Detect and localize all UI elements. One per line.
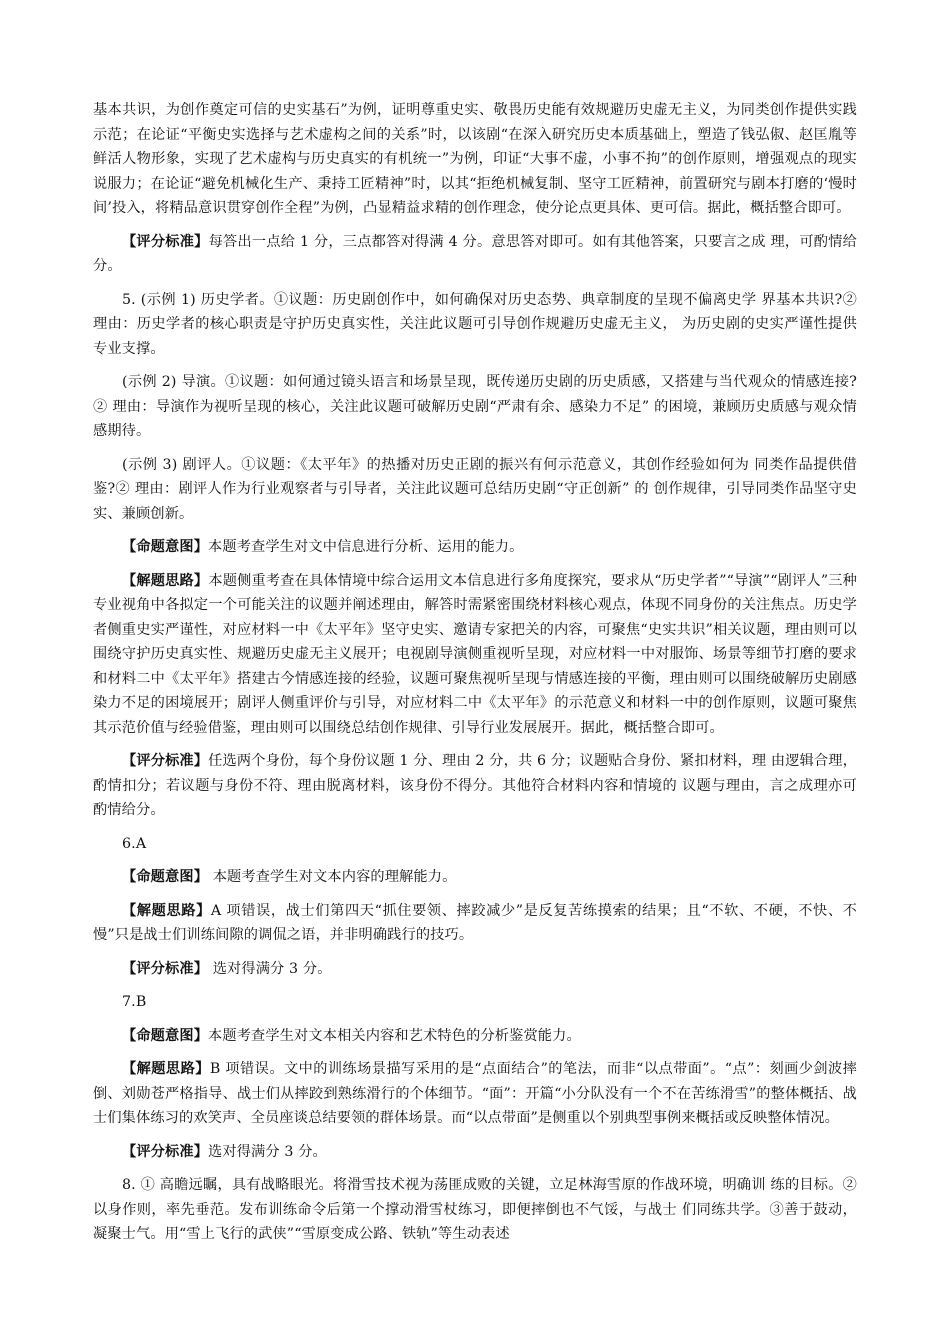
- paragraph-q8-answer: 8. ① 高瞻远瞩，具有战略眼光。将滑雪技术视为荡匪成败的关键，立足林海雪原的作战环境，明确训 练的目标。②以身作则，率先垂范。发布训练命令后第一个撑动滑雪杖练习，即便摔倒也不气馁，与战士 们同练共学。③善于鼓动，凝聚士气。用“雪上飞行的武侠”“雪原变成公路、铁轨”等生动表述: [93, 1177, 857, 1242]
- tag-solution-approach: 【解题思路】: [122, 1061, 210, 1077]
- paragraph-q5-example-3: (示例 3) 剧评人。①议题：《太平年》的热播对历史正剧的振兴有何示范意义，其创作经验如何为 同类作品提供借鉴?② 理由：剧评人作为行业观察者与引导者，关注此议题可总结历史剧“守正创新” 的 创作规律，引导同类作品坚守史实、兼顾创新。: [93, 456, 857, 522]
- text-q5-scoring: 任选两个身份，每个身份议题 1 分、理由 2 分，共 6 分；议题贴合身份、紧扣材料，理 由逻辑合理，酌情扣分；若议题与身份不符、理由脱离材料，该身份不得分。其他符合材料内容和情境的 议题与理由，言之成理亦可酌情给分。: [93, 753, 857, 818]
- tag-scoring-criteria: 【评分标准】: [122, 1143, 209, 1160]
- paragraph-argument-analysis: 基本共识，为创作奠定可信的史实基石”为例，证明尊重史实、敬畏历史能有效规避历史虚无主义，为同类创作提供实践示范；在论证“平衡史实选择与艺术虚构之间的关系”时，以该剧“在深入研究历史本质基础上，塑造了钱弘俶、赵匡胤等鲜活人物形象，实现了艺术虚构与历史真实的有机统一”为例，印证“大事不虚，小事不拘”的创作原则，增强观点的现实说服力；在论证“避免机械化生产、秉持工匠精神”时，以其“拒绝机械复制、坚守工匠精神，前置研究与剧本打磨的‘慢时间’投入，将精品意识贯穿创作全程”为例，凸显精益求精的创作理念，使分论点更具体、更可信。据此，概括整合即可。: [93, 102, 857, 216]
- paragraph-q5-example-1: 5. (示例 1) 历史学者。①议题：历史剧创作中，如何确保对历史态势、典章制度的呈现不偏离史学 界基本共识?② 理由：历史学者的核心职责是守护历史真实性，关注此议题可引导创作规避历史虚无主义， 为历史剧的史实严谨性提供专业支撑。: [93, 291, 857, 357]
- paragraph-q6-scoring: [93, 957, 857, 982]
- paragraph-q7-scoring: [93, 1140, 857, 1165]
- text-q6-approach: A 项错误，战士们第四天“抓住要领、摔跤减少”是反复苦练摸索的结果；且“不软、不硬，不快、不慢”只是战士们训练间隙的调侃之语，并非明确践行的技巧。: [93, 902, 857, 943]
- paragraph-q7-intent: [93, 1024, 857, 1049]
- paragraph-q5-example-2: (示例 2) 导演。①议题：如何通过镜头语言和场景呈现，既传递历史剧的历史质感，又搭建与当代观众的情感连接?② 理由：导演作为视听呈现的核心，关注此议题可破解历史剧“严肃有余、感染力不足” 的困境，兼顾历史质感与观众情感期待。: [93, 374, 857, 439]
- tag-question-intent: 【命题意图】: [122, 539, 209, 555]
- tag-question-intent: 【命题意图】: [122, 1027, 209, 1044]
- tag-question-intent: 【命题意图】: [122, 869, 209, 885]
- tag-solution-approach: 【解题思路】: [122, 902, 211, 919]
- tag-scoring-criteria: 【评分标准】: [122, 233, 209, 250]
- paragraph-q6-approach: [93, 899, 857, 948]
- paragraph-q5-intent: [93, 535, 857, 560]
- text-q6-intent: 本题考查学生对文本内容的理解能力。: [208, 869, 457, 885]
- paragraph-q5-approach: [93, 569, 857, 741]
- text-q6-scoring: 选对得满分 3 分。: [208, 960, 332, 977]
- paragraph-q6-intent: [93, 865, 857, 890]
- paragraph-q7-approach: [93, 1057, 857, 1131]
- text-q7-intent: 本题考查学生对文本相关内容和艺术特色的分析鉴赏能力。: [208, 1027, 581, 1044]
- text-q4-scoring: 每答出一点给 1 分，三点都答对得满 4 分。意思答对即可。如有其他答案，只要言之成 理，可酌情给分。: [93, 233, 857, 274]
- paragraph-q4-scoring: [93, 230, 857, 279]
- text-q5-intent: 本题考查学生对文中信息进行分析、运用的能力。: [208, 539, 524, 555]
- tag-scoring-criteria: 【评分标准】: [122, 960, 209, 977]
- tag-solution-approach: 【解题思路】: [122, 572, 209, 589]
- answer-q6: 6.A: [122, 835, 147, 852]
- text-q7-approach: B 项错误。文中的训练场景描写采用的是“点面结合”的笔法，而非“以点带面”。“点”：刻画少剑波摔倒、刘勋苍严格指导、战士们从摔跤到熟练滑行的个体细节。“面”：开篇“小分队没有一个不在苦练滑雪”的整体概括、战士们集体练习的欢笑声、全员座谈总结要领的群体场景。而“以点带面”是侧重以个别典型事例来概括或反映整体情况。: [93, 1061, 857, 1126]
- answer-q7: 7.B: [122, 994, 147, 1010]
- text-q7-scoring: 选对得满分 3 分。: [208, 1143, 327, 1160]
- text-q5-approach: 本题侧重考查在具体情境中综合运用文本信息进行多角度探究，要求从“历史学者”“导演”“剧评人”三种专业视角中各拟定一个可能关注的议题并阐述理由，解答时需紧密围绕材料核心观点，体现不同身份的关注焦点。历史学者侧重史实严谨性，对应材料一中《太平年》坚守史实、邀请专家把关的内容，可聚焦“史实共识”相关议题，理由则可以围绕守护历史真实性、规避历史虚无主义展开；电视剧导演侧重视听呈现，对应材料一中对服饰、场景等细节打磨的要求和材料二中《太平年》搭建古今情感连接的经验，议题可聚焦视听呈现与情感连接的平衡，理由则可以围绕破解历史剧感染力不足的困境展开；剧评人侧重评价与引导，对应材料二中《太平年》的示范意义和材料一中的创作原则，议题可聚焦其示范价值与经验借鉴，理由则可以围绕总结创作规律、引导行业发展展开。据此，概括整合即可。: [93, 572, 857, 736]
- tag-scoring-criteria: 【评分标准】: [122, 753, 209, 769]
- paragraph-q5-scoring: [93, 749, 857, 823]
